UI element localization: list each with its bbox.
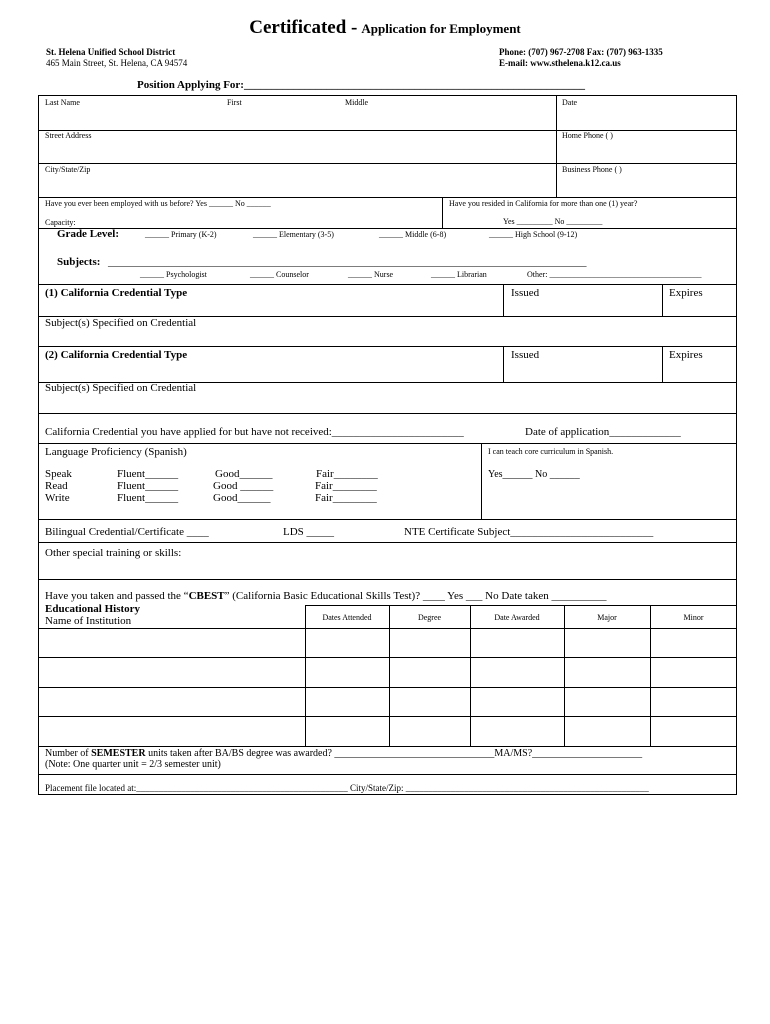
divider: [38, 228, 737, 229]
divider: [442, 197, 443, 228]
divider: [305, 605, 737, 606]
employed-before-question[interactable]: Have you ever been employed with us before? Yes ______ No ______: [45, 199, 271, 208]
write-fluent-option[interactable]: Fluent______: [117, 492, 179, 504]
teach-spanish-question: I can teach core curriculum in Spanish.: [488, 447, 614, 456]
divider: [481, 443, 482, 519]
divider: [38, 579, 737, 580]
divider: [556, 95, 557, 198]
first-name-field[interactable]: First: [227, 98, 242, 107]
divider: [470, 605, 471, 747]
form-title-main: Certificated -: [249, 17, 358, 38]
grade-primary-option[interactable]: ______ Primary (K-2): [145, 230, 217, 239]
educational-history-title: Educational History: [45, 603, 141, 615]
divider: [38, 346, 737, 347]
divider: [503, 284, 504, 316]
credential1-subjects-field[interactable]: Subject(s) Specified on Credential: [45, 317, 197, 329]
other-subject-field[interactable]: Other: ______________________________________: [527, 270, 702, 279]
semester-post: units taken after BA/BS degree was awarded? ________________________________MA/MS?______________________: [145, 748, 643, 759]
language-proficiency-label: Language Proficiency (Spanish): [45, 446, 187, 458]
subjects-field[interactable]: _______________________________________________________________________________________: [108, 256, 587, 268]
subjects-label: Subjects:: [57, 256, 101, 268]
credential2-type-field[interactable]: (2) California Credential Type: [45, 349, 188, 361]
teach-spanish-answer[interactable]: Yes______ No ______: [488, 469, 580, 480]
write-fair-option[interactable]: Fair________: [315, 492, 377, 504]
grade-high-option[interactable]: ______ High School (9-12): [489, 230, 578, 239]
credential1-type-field[interactable]: (1) California Credential Type: [45, 287, 188, 299]
grade-elementary-option[interactable]: ______ Elementary (3-5): [253, 230, 334, 239]
dates-attended-header: Dates Attended: [322, 613, 372, 622]
table-row[interactable]: [38, 746, 737, 747]
resided-california-answer[interactable]: Yes _________ No _________: [503, 217, 603, 226]
district-email: E-mail: www.sthelena.k12.ca.us: [499, 58, 621, 68]
cbest-question[interactable]: [45, 590, 606, 602]
speak-good-option[interactable]: Good______: [215, 468, 273, 480]
speak-label: Speak: [45, 468, 72, 480]
divider: [38, 413, 737, 414]
date-awarded-header: Date Awarded: [494, 613, 540, 622]
nte-certificate-field[interactable]: NTE Certificate Subject__________________________: [404, 526, 654, 538]
table-row[interactable]: [38, 716, 737, 717]
position-applying-field[interactable]: Position Applying For:______________________________________________________________: [137, 79, 585, 91]
credential1-expires-field[interactable]: Expires: [669, 287, 703, 299]
divider: [38, 130, 737, 131]
read-good-option[interactable]: Good ______: [213, 480, 274, 492]
semester-units-field[interactable]: [45, 748, 642, 759]
nurse-option[interactable]: ______ Nurse: [348, 270, 394, 279]
date-of-application-field[interactable]: Date of application_____________: [525, 426, 681, 438]
degree-header: Degree: [417, 613, 442, 622]
grade-middle-option[interactable]: ______ Middle (6-8): [379, 230, 447, 239]
read-fair-option[interactable]: Fair________: [315, 480, 377, 492]
street-address-field[interactable]: Street Address: [45, 131, 92, 140]
grade-level-label: Grade Level:: [57, 228, 120, 240]
district-name: St. Helena Unified School District: [46, 47, 176, 57]
applied-credential-field[interactable]: California Credential you have applied for but have not received:________________________: [45, 426, 464, 438]
business-phone-field[interactable]: Business Phone ( ): [562, 165, 622, 174]
home-phone-field[interactable]: Home Phone ( ): [562, 131, 613, 140]
middle-name-field[interactable]: Middle: [345, 98, 369, 107]
name-of-institution-header: Name of Institution: [45, 615, 132, 627]
cbest-bold: CBEST: [188, 590, 225, 602]
divider: [662, 346, 663, 382]
form-title: [0, 17, 770, 39]
semester-pre: Number of: [45, 748, 92, 759]
credential2-issued-field[interactable]: Issued: [511, 349, 540, 361]
divider: [38, 163, 737, 164]
credential2-expires-field[interactable]: Expires: [669, 349, 703, 361]
divider: [662, 284, 663, 316]
write-label: Write: [45, 492, 70, 504]
credential2-subjects-field[interactable]: Subject(s) Specified on Credential: [45, 382, 197, 394]
resided-california-question: Have you resided in California for more than one (1) year?: [449, 199, 638, 208]
divider: [38, 284, 737, 285]
district-phone: Phone: (707) 967-2708 Fax: (707) 963-1335: [499, 47, 663, 57]
counselor-option[interactable]: ______ Counselor: [250, 270, 309, 279]
divider: [650, 605, 651, 747]
table-row[interactable]: [38, 657, 737, 658]
table-row[interactable]: [38, 687, 737, 688]
divider: [564, 605, 565, 747]
divider: [38, 542, 737, 543]
read-label: Read: [45, 480, 68, 492]
divider: [38, 519, 737, 520]
cbest-pre: Have you taken and passed the “: [45, 590, 189, 602]
divider: [38, 443, 737, 444]
divider: [38, 774, 737, 775]
form-title-sub: Application for Employment: [361, 21, 521, 36]
major-header: Major: [597, 613, 617, 622]
cbest-post: ” (California Basic Educational Skills Test)? ____ Yes ___ No Date taken __________: [224, 590, 607, 602]
date-field[interactable]: Date: [562, 98, 578, 107]
special-training-field[interactable]: Other special training or skills:: [45, 547, 182, 559]
read-fluent-option[interactable]: Fluent______: [117, 480, 179, 492]
placement-file-field[interactable]: Placement file located at:_______________________________________________ City/State/Zip: ______________________________________________________: [45, 783, 649, 793]
semester-note: (Note: One quarter unit = 2/3 semester unit): [45, 759, 221, 770]
psychologist-option[interactable]: ______ Psychologist: [140, 270, 207, 279]
bilingual-credential-field[interactable]: Bilingual Credential/Certificate ____: [45, 526, 209, 538]
divider: [389, 605, 390, 747]
speak-fluent-option[interactable]: Fluent______: [117, 468, 179, 480]
city-state-zip-field[interactable]: City/State/Zip: [45, 165, 91, 174]
credential1-issued-field[interactable]: Issued: [511, 287, 540, 299]
last-name-field[interactable]: Last Name: [45, 98, 80, 107]
write-good-option[interactable]: Good______: [213, 492, 271, 504]
divider: [38, 197, 737, 198]
lds-field[interactable]: LDS _____: [283, 526, 335, 538]
divider: [503, 346, 504, 382]
district-address: 465 Main Street, St. Helena, CA 94574: [46, 58, 188, 68]
semester-bold: SEMESTER: [91, 748, 146, 759]
capacity-field[interactable]: Capacity:: [45, 218, 76, 227]
librarian-option[interactable]: ______ Librarian: [431, 270, 487, 279]
speak-fair-option[interactable]: Fair________: [316, 468, 378, 480]
divider: [38, 628, 737, 629]
minor-header: Minor: [683, 613, 704, 622]
divider: [305, 605, 306, 747]
